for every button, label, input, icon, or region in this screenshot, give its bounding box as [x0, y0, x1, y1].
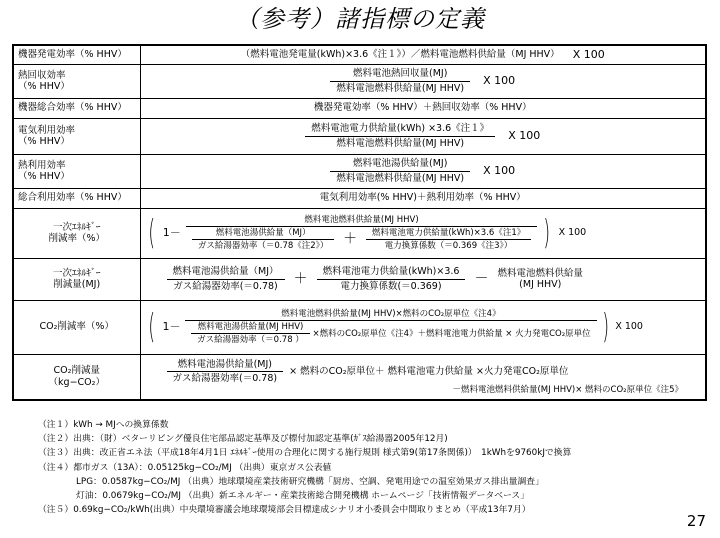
row-label	[13, 258, 140, 300]
formula-cell	[140, 154, 706, 188]
fraction	[185, 309, 596, 346]
formula-line	[167, 359, 702, 385]
fraction	[330, 158, 470, 184]
table-row	[13, 258, 706, 300]
footnote: （注４）都市ガス（13A）：0.05125kg−CO₂/MJ （出典）東京ガス公表値	[38, 462, 332, 473]
denominator: ガス給湯器効率(＝0.78)	[173, 280, 278, 292]
label-line: （% HHV）	[18, 81, 70, 92]
denominator: 燃料電池燃料供給量(MJ HHV)	[336, 172, 465, 184]
row-label: CO₂削減率（%）	[13, 300, 140, 354]
denominator: ガス給湯器効率(＝0.78)	[172, 373, 278, 385]
denominator: 燃料電池燃料供給量(MJ HHV)	[336, 82, 465, 94]
denominator: 電力換算係数（＝0.369《注3》）	[384, 241, 513, 252]
row-label: 機器総合効率（% HHV）	[13, 98, 140, 118]
label-line: （% HHV）	[18, 136, 70, 147]
label-line: 削減量(MJ)	[53, 279, 101, 290]
formula-cell	[140, 354, 706, 400]
page-number: 27	[686, 512, 706, 530]
table-row	[13, 208, 706, 258]
plus-sign: ＋	[343, 231, 358, 248]
formula-text: × 燃料のCO₂原単位＋ 燃料電池電力供給量 ×火力発電CO₂原単位	[289, 365, 569, 377]
page-title: （参考）諸指標の定義	[235, 5, 485, 33]
footnote: （注２）出典：（財）ベターリビング優良住宅部品認定基準及び標付加認定基準(ｶﾞｽ給湯器2005年12月)	[38, 434, 448, 445]
numerator: 燃料電池湯供給量（MJ）	[192, 228, 335, 240]
formula-cell	[140, 258, 706, 300]
formula-cell	[140, 118, 706, 154]
row-label	[13, 154, 140, 188]
formula-cell	[140, 300, 706, 354]
left-paren: (	[147, 213, 155, 253]
label-line: （% HHV）	[18, 171, 70, 182]
footnote: 灯油：0.0679kg−CO₂/MJ （出典）新エネルギー・産業技術総合開発機構 ホームページ「技術情報データベース」	[76, 491, 530, 502]
fraction	[317, 266, 466, 292]
fraction	[186, 215, 537, 252]
fraction	[192, 228, 335, 251]
multiplier: X 100	[483, 164, 516, 178]
label-line: CO₂削減量	[53, 365, 100, 377]
label-line: 削減率（%）	[48, 233, 106, 244]
numerator: 燃料電池燃料供給量(MJ HHV)	[186, 215, 537, 227]
table-row	[13, 354, 706, 400]
row-label: 機器発電効率（% HHV）	[13, 45, 140, 64]
formula-cell	[140, 64, 706, 98]
definitions-table	[12, 44, 707, 401]
formula-cell	[140, 98, 706, 118]
denominator: ガス給湯器効率（＝0.78《注2》）	[197, 241, 329, 252]
row-label	[13, 208, 140, 258]
fraction	[366, 228, 531, 251]
numerator: 燃料電池燃料供給量(MJ HHV)×燃料のCO₂原単位《注4》	[185, 309, 596, 321]
label-line: 熱利用効率	[18, 159, 66, 171]
one-minus: 1－	[162, 226, 181, 240]
table-row	[13, 188, 706, 208]
numerator: 燃料電池電力供給量(kWh)×3.6《注1》	[366, 228, 531, 240]
table-row	[13, 300, 706, 354]
denominator	[186, 227, 537, 251]
formula-line: －燃料電池燃料供給量(MJ HHV)× 燃料のCO₂原単位《注5》	[452, 384, 683, 395]
formula-cell	[140, 208, 706, 258]
fraction	[167, 266, 285, 292]
numerator: 燃料電池湯供給量(MJ)	[167, 359, 284, 372]
multiplier: X 100	[483, 74, 516, 88]
multiplier: X 100	[558, 227, 587, 239]
right-paren: )	[543, 213, 551, 253]
numerator: 燃料電池電力供給量(kWh) ×3.6《注１》	[305, 123, 495, 136]
formula-text: 電気利用効率(% HHV)＋熱利用効率（% HHV）	[319, 192, 526, 204]
numerator: 燃料電池電力供給量(kWh)×3.6	[317, 266, 466, 279]
denominator: 燃料電池燃料供給量(MJ HHV)	[336, 137, 465, 149]
label-line: 一次ｴﾈﾙｷﾞｰ	[52, 267, 101, 279]
numerator: 燃料電池熱回収量(MJ)	[330, 68, 470, 81]
right-paren: )	[602, 307, 610, 347]
left-paren: (	[147, 307, 155, 347]
label-line: 一次ｴﾈﾙｷﾞｰ	[52, 221, 101, 233]
fuel-supply-term	[498, 268, 584, 291]
fraction	[167, 359, 284, 385]
table-row	[13, 64, 706, 98]
term-line: (MJ HHV)	[519, 279, 562, 290]
footnotes	[38, 418, 688, 517]
row-label	[13, 64, 140, 98]
footnote: LPG：0.0587kg−CO₂/MJ （出典）地球環境産業技術研究機構「厨房、空調、発電用途での温室効果ガス排出量調査」	[76, 476, 544, 487]
multiplier: X 100	[615, 321, 643, 333]
row-label: 総合利用効率（% HHV）	[13, 188, 140, 208]
fraction	[305, 123, 495, 149]
table-row	[13, 98, 706, 118]
label-line: （kg−CO₂）	[48, 376, 105, 388]
label-line: 電気利用効率	[18, 124, 76, 136]
denominator	[185, 321, 596, 345]
denominator: ガス給湯器効率（＝0.78 ）	[197, 335, 304, 346]
plus-sign: ＋	[293, 270, 308, 287]
footnote: （注３）出典：改正省エネ法（平成18年4月1日 ｴﾈﾙｷﾞｰ使用の合理化に関する施行規則 様式第9(第17条関係)） 1kWhを9760kJで換算	[38, 448, 572, 459]
multiplier: X 100	[508, 129, 541, 143]
term-line: 燃料電池燃料供給量	[497, 267, 584, 279]
multiplier: X 100	[572, 48, 605, 62]
numerator: 燃料電池湯供給量(MJ)	[330, 158, 470, 171]
denominator: 電力換算係数(＝0.369)	[340, 280, 442, 292]
table-row	[13, 45, 706, 64]
formula-text: 機器発電効率（% HHV）＋熱回収効率（% HHV）	[313, 102, 532, 114]
label-line: 熱回収効率	[18, 69, 66, 81]
numerator: 燃料電池湯供給量(MJ HHV)	[191, 322, 310, 334]
denominator-rest: ×燃料のCO₂原単位《注4》＋燃料電池電力供給量 × 火力発電CO₂原単位	[312, 328, 591, 339]
formula-cell	[140, 45, 706, 64]
table-row	[13, 118, 706, 154]
minus-sign: －	[474, 270, 489, 287]
numerator: 燃料電池湯供給量（MJ）	[167, 266, 285, 279]
table-row	[13, 154, 706, 188]
formula-cell	[140, 188, 706, 208]
row-label	[13, 118, 140, 154]
one-minus: 1－	[162, 320, 181, 334]
formula-text: （燃料電池発電量(kWh)×3.6《注１》）／燃料電池燃料供給量（MJ HHV）	[240, 49, 560, 61]
row-label	[13, 354, 140, 400]
footnote: （注１）kWh → MJへの換算係数	[38, 420, 169, 430]
footnote: （注５）0.69kg−CO₂/kWh(出典）中央環境審議会地球環境部会目標達成シナリオ小委員会中間取りまとめ（平成13年7月）	[38, 505, 531, 516]
fraction	[191, 322, 310, 345]
fraction	[330, 68, 470, 94]
